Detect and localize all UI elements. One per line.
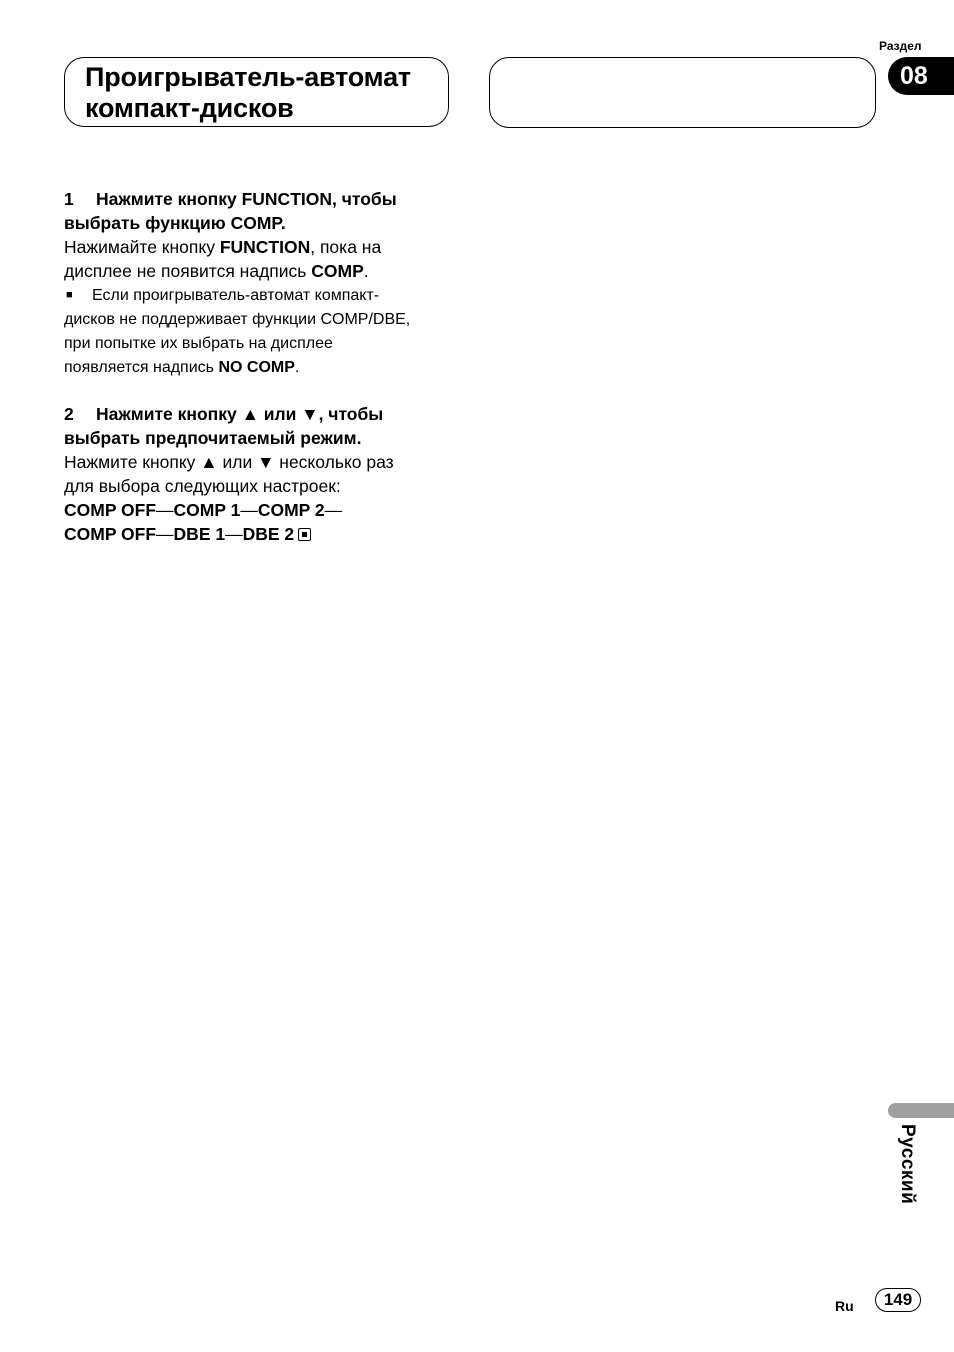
step1-heading-line2: выбрать функцию COMP. — [64, 213, 286, 233]
mode-dbe-1: DBE 1 — [173, 524, 226, 544]
end-of-section-icon — [298, 528, 311, 541]
note-text: . — [294, 359, 300, 376]
step2-heading — [64, 402, 459, 450]
step1-body — [64, 235, 459, 283]
mode-comp-1: COMP 1 — [173, 500, 241, 520]
comp-display-label: COMP — [311, 261, 364, 281]
step2-body-text: для выбора следующих настроек: — [64, 476, 341, 496]
mode-comp-2: COMP 2 — [257, 500, 325, 520]
step1-body-text: Нажимайте кнопку — [64, 237, 220, 257]
sequence-separator: — — [225, 524, 243, 544]
step1-body-text: , пока на — [310, 237, 382, 257]
function-key-label: FUNCTION — [219, 237, 311, 257]
step2-number: 2 — [64, 404, 74, 424]
no-comp-display-label: NO COMP — [218, 359, 295, 376]
chapter-title-box — [64, 57, 449, 127]
footer-language-code: Ru — [835, 1298, 854, 1314]
step2-body-text: Нажмите кнопку ▲ или ▼ несколько раз — [64, 452, 394, 472]
page-number: 149 — [875, 1288, 921, 1312]
note-bullet-icon: ■ — [66, 289, 73, 301]
language-tab-bar — [888, 1103, 954, 1118]
step1-heading-line1: Нажмите кнопку FUNCTION, чтобы — [96, 189, 397, 209]
step1-note — [64, 283, 459, 380]
chapter-title-line2: компакт-дисков — [85, 93, 294, 123]
step2-heading-line2: выбрать предпочитаемый режим. — [64, 428, 362, 448]
empty-header-box — [489, 57, 876, 128]
step1-body-text: дисплее не появится надпись — [64, 261, 312, 281]
language-label: Русский — [897, 1124, 918, 1205]
note-text: появляется надпись — [64, 359, 219, 376]
step2-heading-line1: Нажмите кнопку ▲ или ▼, чтобы — [96, 404, 384, 424]
note-text: дисков не поддерживает функции COMP/DBE, — [64, 311, 411, 328]
instructions — [64, 187, 459, 546]
note-text: при попытке их выбрать на дисплее — [64, 335, 333, 352]
section-number-tab: 08 — [888, 57, 954, 95]
sequence-separator: — — [156, 524, 174, 544]
chapter-title-line1: Проигрыватель-автомат — [85, 62, 411, 92]
step1-body-text: . — [363, 261, 369, 281]
step2-body — [64, 450, 459, 546]
mode-comp-off: COMP OFF — [64, 500, 157, 520]
mode-dbe-2: DBE 2 — [242, 524, 295, 544]
step1-heading — [64, 187, 459, 235]
sequence-separator: — — [324, 500, 343, 520]
mode-comp-off: COMP OFF — [64, 524, 157, 544]
sequence-separator: — — [156, 500, 174, 520]
step1-number: 1 — [64, 189, 74, 209]
sequence-separator: — — [240, 500, 258, 520]
section-label: Раздел — [879, 39, 922, 53]
note-text: Если проигрыватель-автомат компакт- — [92, 287, 380, 304]
